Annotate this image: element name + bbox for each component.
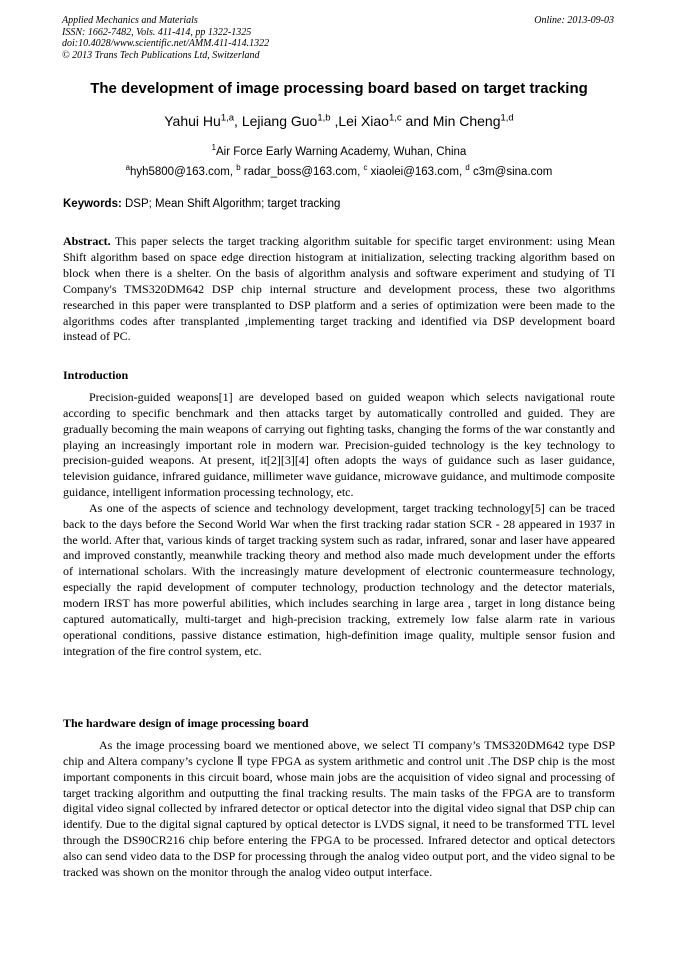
email: hyh5800@163.com, xyxy=(129,166,237,178)
paragraph: As one of the aspects of science and technology development, target tracking technology[5] can be traced back to the days before the Second World War when the first tracking radar station SCR - 28 appeared in 1937 in the world. After that, various kinds of target tracking system such as radar, infrared, sonar and laser have appeared and improved constantly, meanwhile tracking theory and method also made much development under the efforts of international scholars. With the increasingly mature development of electronic countermeasure technology, especially the rapid development of computer technology, production technology and the detector materials, modern IRST has more powerful abilities, which includes searching in large area , target in long distance being captured automatically, multi-target and high-precision tracking, extremely low false alarm rate in various operational conditions, passive distance estimation, high-definition image quality, multiple sensor fusion and integration of the fire control system, etc. xyxy=(63,500,615,658)
author-sup: 1,a xyxy=(220,112,235,124)
abstract xyxy=(63,234,615,345)
author-sup: 1,b xyxy=(317,112,331,124)
email: radar_boss@163.com, xyxy=(240,166,364,178)
online-date: Online: 2013-09-03 xyxy=(534,15,614,26)
section-heading-introduction: Introduction xyxy=(63,368,129,382)
section-heading-hardware: The hardware design of image processing board xyxy=(63,716,309,730)
affiliation xyxy=(40,143,638,158)
email: c3m@sina.com xyxy=(469,166,553,178)
affiliation-text: Air Force Early Warning Academy, Wuhan, China xyxy=(216,146,467,158)
journal-name: Applied Mechanics and Materials xyxy=(62,15,198,26)
paragraph: Precision-guided weapons[1] are developed based on guided weapon which selects navigational route according to specific benchmark and then attacks target by automatically controlled and guided. They are gradually becoming the main weapons of carrying out fighting tasks, changing the forms of the war constantly and playing an increasingly important role in modern war. Precision-guided technology is the key technology to precision-guided weapons. At present, it[2][3][4] often adopts the ways of guidance such as laser guidance, television guidance, infrared guidance, millimeter wave guidance, microwave guidance, and multimode composite guidance, intelligent information processing technology, etc. xyxy=(63,390,615,500)
author-name: Min Cheng xyxy=(432,113,501,129)
keywords xyxy=(63,198,623,210)
issn-line: ISSN: 1662-7482, Vols. 411-414, pp 1322-1325 xyxy=(62,26,252,38)
author-sep: and xyxy=(401,113,433,129)
paragraph: As the image processing board we mentioned above, we select TI company’s TMS320DM642 type DSP chip and Altera company’s cyclone Ⅱ type FPGA as system arithmetic and control unit .The DSP chip is the most important components in this circuit board, whose main jobs are the acquisition of video signal and processing of target tracking algorithm and outputting the final tracking results. The main tasks of the FPGA are to transform digital video signal collected by infrared detector or optical detector into the digital video signal that DSP chip can identify. Due to the digital signal captured by optical detector is LVDS signal, it need to be transformed TTL level through the DS90CR216 chip before entering the FPGA to be processed. Infrared detector and optical detectors also can send video data to the DSP for processing through the analog video output port, and the video signal to be tracked was shown on the monitor through the analog video output interface. xyxy=(63,738,615,879)
hardware-body xyxy=(63,738,615,881)
affiliation-sup: 1 xyxy=(211,143,216,153)
copyright-line: © 2013 Trans Tech Publications Ltd, Switzerland xyxy=(62,49,260,61)
abstract-text: This paper selects the target tracking algorithm suitable for specific target environment: using Mean Shift algorithm based on space edge direction histogram at initialization, selecting tracking algorithm based on block when there is a shelter. On the basis of algorithm analysis and software experiment and studying of TI Company's TMS320DM642 DSP chip internal structure and development process, these two algorithms researched in this paper were transplanted to DSP platform and a series of optimization were been made to the algorithms codes after transplanted ,implementing target tracking and identified via DSP development board instead of PC. xyxy=(63,234,615,344)
author-sup: 1,d xyxy=(500,112,514,124)
author-name: Lei Xiao xyxy=(338,113,389,129)
author-sep: , xyxy=(330,113,339,129)
email-list xyxy=(40,163,638,178)
keywords-text: DSP; Mean Shift Algorithm; target tracking xyxy=(121,198,341,210)
author-name: Lejiang Guo xyxy=(241,113,318,129)
author-list xyxy=(40,113,638,129)
paper-title: The development of image processing board based on target tracking xyxy=(90,80,588,97)
introduction-body xyxy=(63,390,615,659)
author-sup: 1,c xyxy=(388,112,402,124)
email-sup: c xyxy=(363,163,368,173)
doi-line: doi:10.4028/www.scientific.net/AMM.411-414.1322 xyxy=(62,38,270,49)
author-name: Yahui Hu xyxy=(164,113,221,129)
journal-header xyxy=(62,15,614,61)
email-sup: d xyxy=(465,163,470,173)
author-sep: , xyxy=(234,113,242,129)
keywords-label: Keywords: xyxy=(63,198,122,210)
email: xiaolei@163.com, xyxy=(367,166,466,178)
abstract-label: Abstract. xyxy=(63,234,111,248)
email-sup: b xyxy=(236,163,241,173)
email-sup: a xyxy=(125,163,130,173)
